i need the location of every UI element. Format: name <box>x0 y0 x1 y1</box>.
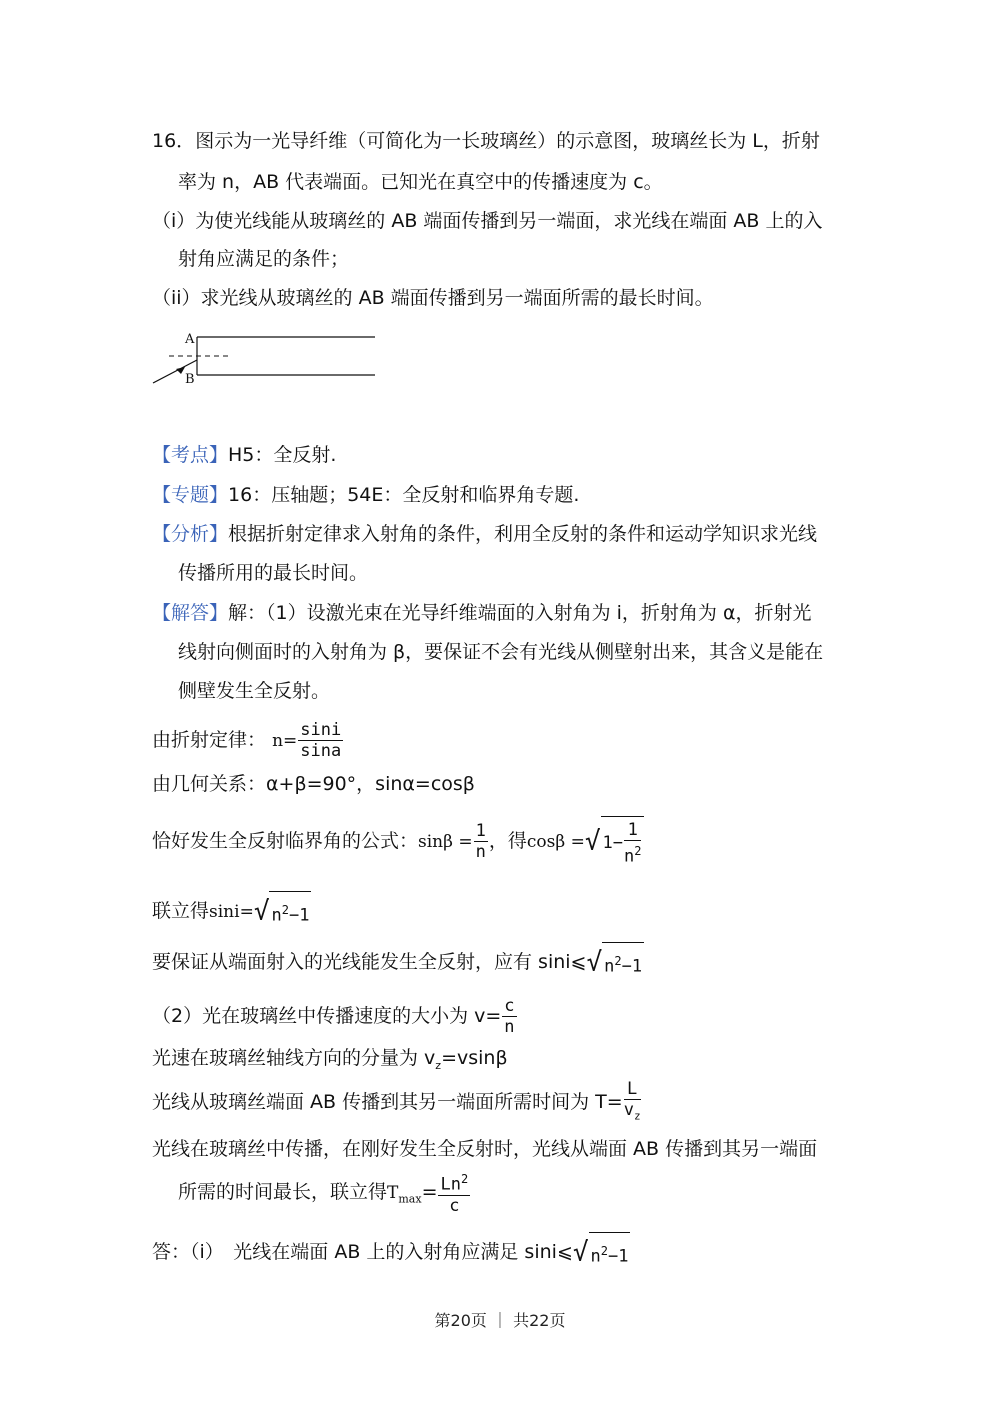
fenxi-tag: 【分析】 <box>152 523 229 545</box>
question-1-line-1: （i）为使光线能从玻璃丝的 AB 端面传播到另一端面，求光线在端面 AB 上的入 <box>152 210 823 232</box>
answer-radicand: $n^2-1$ <box>589 1232 631 1273</box>
step-axial-component <box>152 1046 508 1078</box>
step4-text: 联立得 <box>152 899 210 922</box>
step3-radical <box>585 816 645 867</box>
answer-text: 答：（i） 光线在端面 AB 上的入射角应满足 sini <box>152 1240 557 1263</box>
kaodian-tag: 【考点】 <box>152 444 229 466</box>
fenxi-text-1: 根据折射定律求入射角的条件，利用全反射的条件和运动学知识求光线 <box>228 523 818 545</box>
step3-cos: cosβ = <box>526 832 585 852</box>
step1-num: sini <box>300 720 342 740</box>
step6-den: n <box>504 1017 515 1037</box>
step7-text: 光速在玻璃丝轴线方向的分量为 v <box>152 1047 436 1069</box>
jieda-line-3: 侧壁发生全反射。 <box>178 680 331 702</box>
step3-den: n <box>475 842 486 862</box>
sqrt-icon: √ <box>584 826 601 857</box>
step3-fraction <box>474 821 488 862</box>
sqrt-icon: √ <box>572 1237 589 1268</box>
step8-fraction <box>624 1079 641 1126</box>
step6-text: （2）光在玻璃丝中传播速度的大小为 v= <box>152 1005 502 1027</box>
step4-radical <box>254 891 312 932</box>
step6-fraction <box>502 996 516 1037</box>
step9-num: Ln$^2$ <box>438 1169 470 1196</box>
step8-num: L <box>624 1079 641 1100</box>
sqrt-icon: √ <box>586 947 603 978</box>
problem-line-1 <box>152 129 820 153</box>
answer-radical <box>573 1232 631 1273</box>
step5-rel: ⩽ <box>570 950 587 973</box>
step9-fraction <box>438 1169 470 1216</box>
step1-text: 由折射定律： <box>152 729 267 751</box>
step9-T: $T_{max}$ <box>387 1183 422 1206</box>
step9-text: 所需的时间最长，联立得 <box>178 1181 388 1203</box>
question-2: （ii）求光线从玻璃丝的 AB 端面传播到另一端面所需的最长时间。 <box>152 287 714 309</box>
step-geometry: 由几何关系：α+β=90°，sinα=cosβ <box>152 773 475 795</box>
step5-text: 要保证从端面射入的光线能发生全反射，应有 sini <box>152 950 571 973</box>
sqrt-icon: √ <box>253 896 270 927</box>
fiber-figure <box>145 328 385 390</box>
fenxi-line-1 <box>152 522 817 546</box>
step1-den: sina <box>300 741 342 761</box>
jieda-text-1: 解：（1）设激光束在光导纤维端面的入射角为 i，折射角为 α，折射光 <box>228 602 812 624</box>
step5-radical <box>586 942 644 983</box>
step-max-time-line-2 <box>178 1168 471 1223</box>
step9-den: c <box>449 1195 460 1216</box>
problem-stem-1: 图示为一光导纤维（可简化为一长玻璃丝）的示意图，玻璃丝长为 L，折射 <box>195 130 820 152</box>
step7-sub: z <box>435 1058 442 1072</box>
kaodian-text: H5：全反射. <box>228 444 337 466</box>
step3-radicand <box>601 816 645 867</box>
step-max-time-line-1: 光线在玻璃丝中传播，在刚好发生全反射时，光线从端面 AB 传播到其另一端面 <box>152 1138 818 1160</box>
step-combine <box>152 891 311 932</box>
step8-den: $v_z$ <box>623 1099 641 1123</box>
question-1-line-2: 射角应满足的条件； <box>178 248 350 270</box>
jieda-line-1 <box>152 601 812 625</box>
step3-num: 1 <box>475 821 486 841</box>
step1-lhs: n= <box>272 731 298 751</box>
zhuanti-tag: 【专题】 <box>152 484 229 506</box>
step5-radicand: $n^2-1$ <box>602 942 644 983</box>
step3-inner-num: 1 <box>624 820 641 841</box>
answer-line <box>152 1232 630 1273</box>
step1-fraction <box>298 720 343 761</box>
step3-one: 1− <box>602 833 623 853</box>
answer-rel: ⩽ <box>556 1240 573 1263</box>
zhuanti-text: 16：压轴题；54E：全反射和临界角专题. <box>228 484 580 506</box>
jieda-line-2: 线射向侧面时的入射角为 β，要保证不会有光线从侧壁射出来，其含义是能在 <box>178 641 824 663</box>
problem-number: 16． <box>152 130 196 152</box>
step-time <box>152 1078 642 1126</box>
step3-text: 恰好发生全反射临界角的公式： <box>152 830 419 852</box>
step3-inner-den: $n^2$ <box>623 843 642 867</box>
step4-lhs: sini= <box>209 901 254 922</box>
step3-mid: ，得 <box>488 830 527 852</box>
step-condition <box>152 942 644 983</box>
problem-line-2: 率为 n，AB 代表端面。已知光在真空中的传播速度为 c。 <box>178 171 663 193</box>
page-footer: 第20页 ｜ 共22页 <box>434 1311 566 1330</box>
step7-tail: =vsinβ <box>441 1047 508 1069</box>
step6-num: c <box>504 996 515 1016</box>
step-refraction-law <box>152 718 344 763</box>
zhuanti-line <box>152 483 579 507</box>
kaodian-line <box>152 443 336 467</box>
step4-radicand: $n^2-1$ <box>269 891 311 932</box>
step3-sin: sinβ = <box>418 832 473 852</box>
step9-eq: = <box>421 1181 438 1203</box>
step3-inner-fraction <box>624 820 641 867</box>
step-speed <box>152 994 518 1038</box>
label-a: A <box>185 332 195 347</box>
jieda-tag: 【解答】 <box>152 602 229 624</box>
step8-text: 光线从玻璃丝端面 AB 传播到其另一端面所需时间为 T= <box>152 1091 623 1113</box>
fenxi-line-2: 传播所用的最长时间。 <box>178 562 369 584</box>
step-critical-angle <box>152 816 644 867</box>
label-b: B <box>185 372 195 387</box>
